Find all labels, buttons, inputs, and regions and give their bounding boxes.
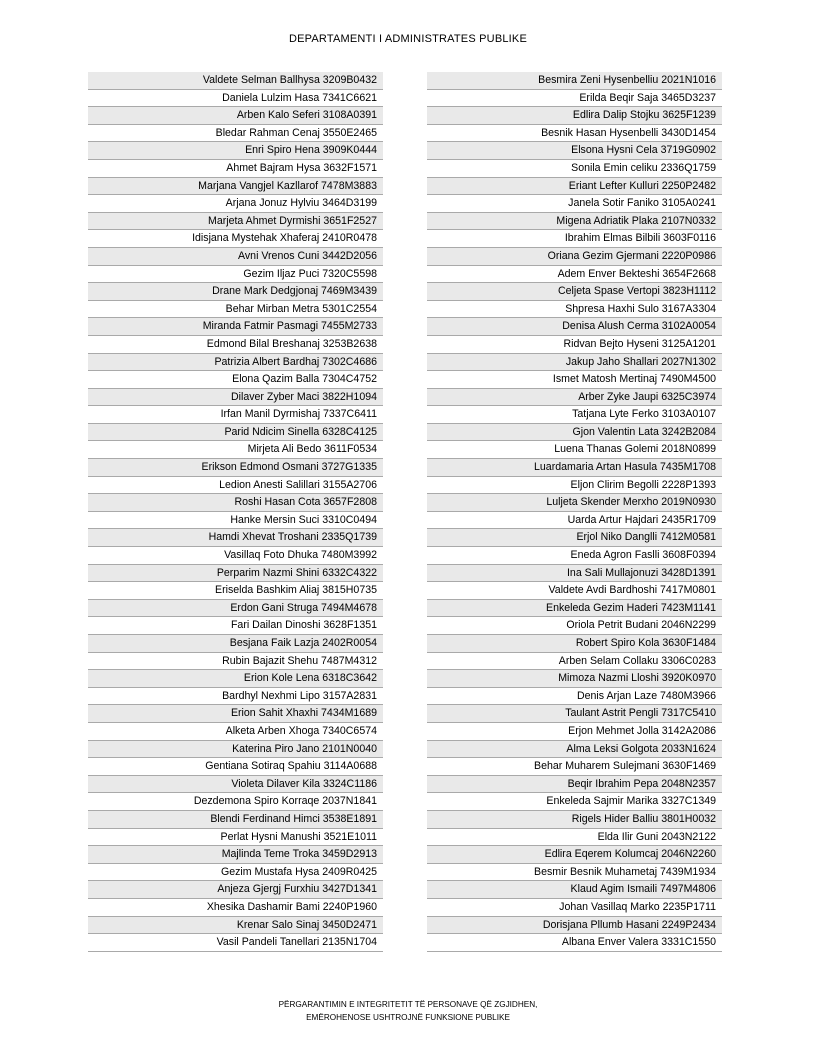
right-name-column — [427, 72, 722, 952]
list-item: Erion Kole Lena 6318C3642 — [88, 670, 383, 688]
list-item: Edlira Eqerem Kolumcaj 2046N2260 — [427, 846, 722, 864]
list-item: Tatjana Lyte Ferko 3103A0107 — [427, 406, 722, 424]
list-item: Miranda Fatmir Pasmagi 7455M2733 — [88, 318, 383, 336]
list-item: Elda Ilir Guni 2043N2122 — [427, 829, 722, 847]
list-item: Dilaver Zyber Maci 3822H1094 — [88, 389, 383, 407]
list-item: Violeta Dilaver Kila 3324C1186 — [88, 776, 383, 794]
list-item: Elona Qazim Balla 7304C4752 — [88, 371, 383, 389]
list-item: Avni Vrenos Cuni 3442D2056 — [88, 248, 383, 266]
left-name-column — [88, 72, 383, 952]
list-item: Gezim Mustafa Hysa 2409R0425 — [88, 864, 383, 882]
list-item: Valdete Avdi Bardhoshi 7417M0801 — [427, 582, 722, 600]
list-item: Eljon Clirim Begolli 2228P1393 — [427, 477, 722, 495]
list-item: Johan Vasillaq Marko 2235P1711 — [427, 899, 722, 917]
list-item: Eriselda Bashkim Aliaj 3815H0735 — [88, 582, 383, 600]
list-item: Vasillaq Foto Dhuka 7480M3992 — [88, 547, 383, 565]
list-item: Uarda Artur Hajdari 2435R1709 — [427, 512, 722, 530]
list-item: Luljeta Skender Merxho 2019N0930 — [427, 494, 722, 512]
list-item: Marjana Vangjel Kazllarof 7478M3883 — [88, 178, 383, 196]
list-item: Hanke Mersin Suci 3310C0494 — [88, 512, 383, 530]
list-item: Janela Sotir Faniko 3105A0241 — [427, 195, 722, 213]
list-item: Erjol Niko Danglli 7412M0581 — [427, 529, 722, 547]
list-item: Ismet Matosh Mertinaj 7490M4500 — [427, 371, 722, 389]
list-item: Idisjana Mystehak Xhaferaj 2410R0478 — [88, 230, 383, 248]
list-item: Robert Spiro Kola 3630F1484 — [427, 635, 722, 653]
list-item: Drane Mark Dedgjonaj 7469M3439 — [88, 283, 383, 301]
list-item: Perlat Hysni Manushi 3521E1011 — [88, 829, 383, 847]
list-item: Mirjeta Ali Bedo 3611F0534 — [88, 441, 383, 459]
list-item: Erion Sahit Xhaxhi 7434M1689 — [88, 705, 383, 723]
list-item: Arjana Jonuz Hylviu 3464D3199 — [88, 195, 383, 213]
list-item: Adem Enver Bekteshi 3654F2668 — [427, 266, 722, 284]
list-item: Gentiana Sotiraq Spahiu 3114A0688 — [88, 758, 383, 776]
list-item: Ridvan Bejto Hyseni 3125A1201 — [427, 336, 722, 354]
list-item: Ina Sali Mullajonuzi 3428D1391 — [427, 565, 722, 583]
list-item: Arben Kalo Seferi 3108A0391 — [88, 107, 383, 125]
list-item: Xhesika Dashamir Bami 2240P1960 — [88, 899, 383, 917]
list-item: Sonila Emin celiku 2336Q1759 — [427, 160, 722, 178]
list-item: Majlinda Teme Troka 3459D2913 — [88, 846, 383, 864]
list-item: Edmond Bilal Breshanaj 3253B2638 — [88, 336, 383, 354]
list-item: Parid Ndicim Sinella 6328C4125 — [88, 424, 383, 442]
list-item: Ibrahim Elmas Bilbili 3603F0116 — [427, 230, 722, 248]
list-item: Luardamaria Artan Hasula 7435M1708 — [427, 459, 722, 477]
list-item: Valdete Selman Ballhysa 3209B0432 — [88, 72, 383, 90]
list-item: Besjana Faik Lazja 2402R0054 — [88, 635, 383, 653]
list-item: Albana Enver Valera 3331C1550 — [427, 934, 722, 952]
list-item: Rubin Bajazit Shehu 7487M4312 — [88, 653, 383, 671]
list-item: Alketa Arben Xhoga 7340C6574 — [88, 723, 383, 741]
list-item: Erilda Beqir Saja 3465D3237 — [427, 90, 722, 108]
list-item: Enri Spiro Hena 3909K0444 — [88, 142, 383, 160]
list-item: Irfan Manil Dyrmishaj 7337C6411 — [88, 406, 383, 424]
list-item: Vasil Pandeli Tanellari 2135N1704 — [88, 934, 383, 952]
list-item: Bledar Rahman Cenaj 3550E2465 — [88, 125, 383, 143]
list-item: Luena Thanas Golemi 2018N0899 — [427, 441, 722, 459]
list-item: Denisa Alush Cerma 3102A0054 — [427, 318, 722, 336]
list-item: Patrizia Albert Bardhaj 7302C4686 — [88, 354, 383, 372]
list-item: Blendi Ferdinand Himci 3538E1891 — [88, 811, 383, 829]
list-item: Besmira Zeni Hysenbelliu 2021N1016 — [427, 72, 722, 90]
list-item: Erdon Gani Struga 7494M4678 — [88, 600, 383, 618]
list-item: Erjon Mehmet Jolla 3142A2086 — [427, 723, 722, 741]
footer-line-1: PËRGARANTIMIN E INTEGRITETIT TË PERSONAVE QË ZGJIDHEN, — [278, 1000, 538, 1009]
list-item: Jakup Jaho Shallari 2027N1302 — [427, 354, 722, 372]
list-item: Behar Muharem Sulejmani 3630F1469 — [427, 758, 722, 776]
list-item: Krenar Salo Sinaj 3450D2471 — [88, 917, 383, 935]
list-item: Migena Adriatik Plaka 2107N0332 — [427, 213, 722, 231]
list-item: Elsona Hysni Cela 3719G0902 — [427, 142, 722, 160]
list-item: Dorisjana Pllumb Hasani 2249P2434 — [427, 917, 722, 935]
list-item: Enkeleda Sajmir Marika 3327C1349 — [427, 793, 722, 811]
list-item: Arber Zyke Jaupi 6325C3974 — [427, 389, 722, 407]
list-item: Erikson Edmond Osmani 3727G1335 — [88, 459, 383, 477]
list-item: Marjeta Ahmet Dyrmishi 3651F2527 — [88, 213, 383, 231]
list-item: Beqir Ibrahim Pepa 2048N2357 — [427, 776, 722, 794]
list-item: Rigels Hider Balliu 3801H0032 — [427, 811, 722, 829]
list-item: Ahmet Bajram Hysa 3632F1571 — [88, 160, 383, 178]
list-item: Oriana Gezim Gjermani 2220P0986 — [427, 248, 722, 266]
list-item: Taulant Astrit Pengli 7317C5410 — [427, 705, 722, 723]
list-item: Ledion Anesti Salillari 3155A2706 — [88, 477, 383, 495]
list-item: Oriola Petrit Budani 2046N2299 — [427, 617, 722, 635]
list-item: Gezim Iljaz Puci 7320C5598 — [88, 266, 383, 284]
list-item: Anjeza Gjergj Furxhiu 3427D1341 — [88, 881, 383, 899]
list-item: Perparim Nazmi Shini 6332C4322 — [88, 565, 383, 583]
list-item: Eriant Lefter Kulluri 2250P2482 — [427, 178, 722, 196]
list-item: Besmir Besnik Muhametaj 7439M1934 — [427, 864, 722, 882]
list-item: Fari Dailan Dinoshi 3628F1351 — [88, 617, 383, 635]
page-title: DEPARTAMENTI I ADMINISTRATES PUBLIKE — [288, 33, 528, 45]
list-item: Bardhyl Nexhmi Lipo 3157A2831 — [88, 688, 383, 706]
list-item: Eneda Agron Faslli 3608F0394 — [427, 547, 722, 565]
list-item: Alma Leksi Golgota 2033N1624 — [427, 741, 722, 759]
list-item: Klaud Agim Ismaili 7497M4806 — [427, 881, 722, 899]
list-item: Arben Selam Collaku 3306C0283 — [427, 653, 722, 671]
list-item: Celjeta Spase Vertopi 3823H1112 — [427, 283, 722, 301]
list-item: Daniela Lulzim Hasa 7341C6621 — [88, 90, 383, 108]
list-item: Mimoza Nazmi Lloshi 3920K0970 — [427, 670, 722, 688]
list-item: Hamdi Xhevat Troshani 2335Q1739 — [88, 529, 383, 547]
list-item: Roshi Hasan Cota 3657F2808 — [88, 494, 383, 512]
list-item: Gjon Valentin Lata 3242B2084 — [427, 424, 722, 442]
list-item: Behar Mirban Metra 5301C2554 — [88, 301, 383, 319]
footer — [0, 998, 816, 1024]
footer-line-2: EMËROHENOSE USHTROJNË FUNKSIONE PUBLIKE — [306, 1013, 510, 1022]
list-item: Denis Arjan Laze 7480M3966 — [427, 688, 722, 706]
list-item: Dezdemona Spiro Korraqe 2037N1841 — [88, 793, 383, 811]
list-item: Enkeleda Gezim Haderi 7423M1141 — [427, 600, 722, 618]
list-item: Shpresa Haxhi Sulo 3167A3304 — [427, 301, 722, 319]
list-item: Besnik Hasan Hysenbelli 3430D1454 — [427, 125, 722, 143]
list-item: Edlira Dalip Stojku 3625F1239 — [427, 107, 722, 125]
list-item: Katerina Piro Jano 2101N0040 — [88, 741, 383, 759]
